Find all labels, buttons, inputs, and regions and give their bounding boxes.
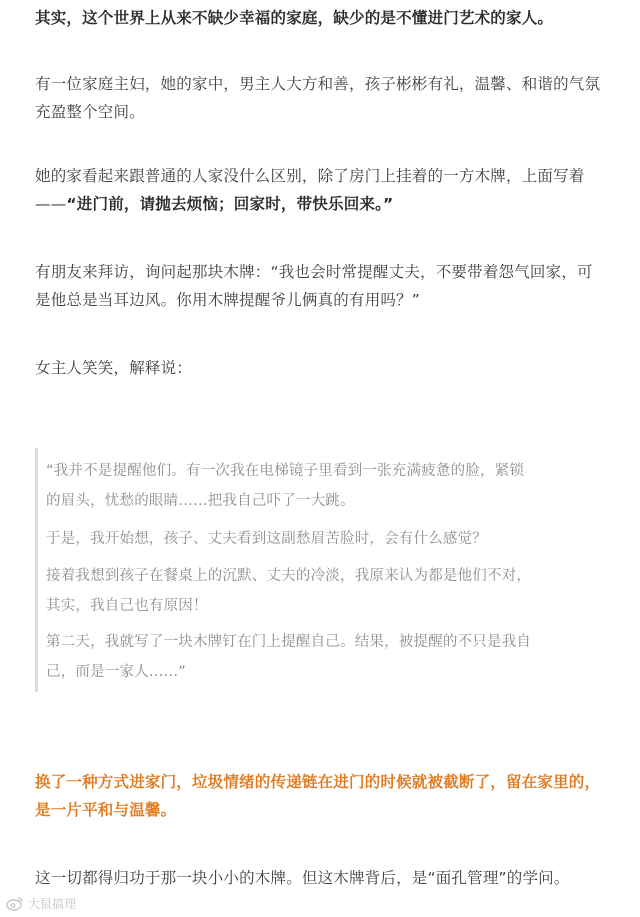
sign-text: “进门前，请抛去烦恼；回家时，带快乐回来。” [66,195,394,213]
paragraph-friend: 有朋友来拜访，询问起那块木牌：“我也会时常提醒丈夫，不要带着怨气回家，可 是他总是当耳边风。你用木牌提醒爷儿俩真的有用吗？” [35,263,593,309]
weibo-icon [6,896,24,911]
quote-paragraph-2: 于是，我开始想，孩子、丈夫看到这副愁眉苦脸时，会有什么感觉？ [46,531,487,547]
paragraph-reply: 女主人笑笑，解释说： [35,359,193,377]
paragraph-sign: 她的家看起来跟普通的人家没什么区别，除了房门上挂着的一方木牌，上面写着 ——“进门前，请抛去烦恼；回家时，带快乐回来。” [35,167,585,213]
quote-paragraph-1: “我并不是提醒他们。有一次我在电梯镜子里看到一张充满疲惫的脸，紧锁 的眉头，忧愁的眼睛……把我自己吓了一大跳。 [46,463,525,509]
paragraph-conclusion: 这一切都得归功于那一块小小的木牌。但这木牌背后，是“面孔管理”的学问。 [35,869,570,887]
paragraph-intro: 其实，这个世界上从来不缺少幸福的家庭，缺少的是不懂进门艺术的家人。 [35,9,554,27]
dash: —— [35,195,67,213]
watermark [6,893,76,913]
quote-paragraph-4: 第二天，我就写了一块木牌钉在门上提醒自己。结果，被提醒的不只是我自 己，而是一家人……” [46,634,532,680]
paragraph-housewife: 有一位家庭主妇，她的家中，男主人大方和善，孩子彬彬有礼，温馨、和谐的气氛 充盈整个空间。 [35,75,601,121]
quote-paragraph-3: 接着我想到孩子在餐桌上的沉默、丈夫的冷淡，我原来认为都是他们不对， 其实，我自己也有原因！ [46,568,532,614]
paragraph-highlight: 换了一种方式进家门，垃圾情绪的传递链在进门的时候就被截断了，留在家里的， 是一片平和与温馨。 [35,773,601,819]
watermark-text: 大鼠搞理 [28,896,77,911]
